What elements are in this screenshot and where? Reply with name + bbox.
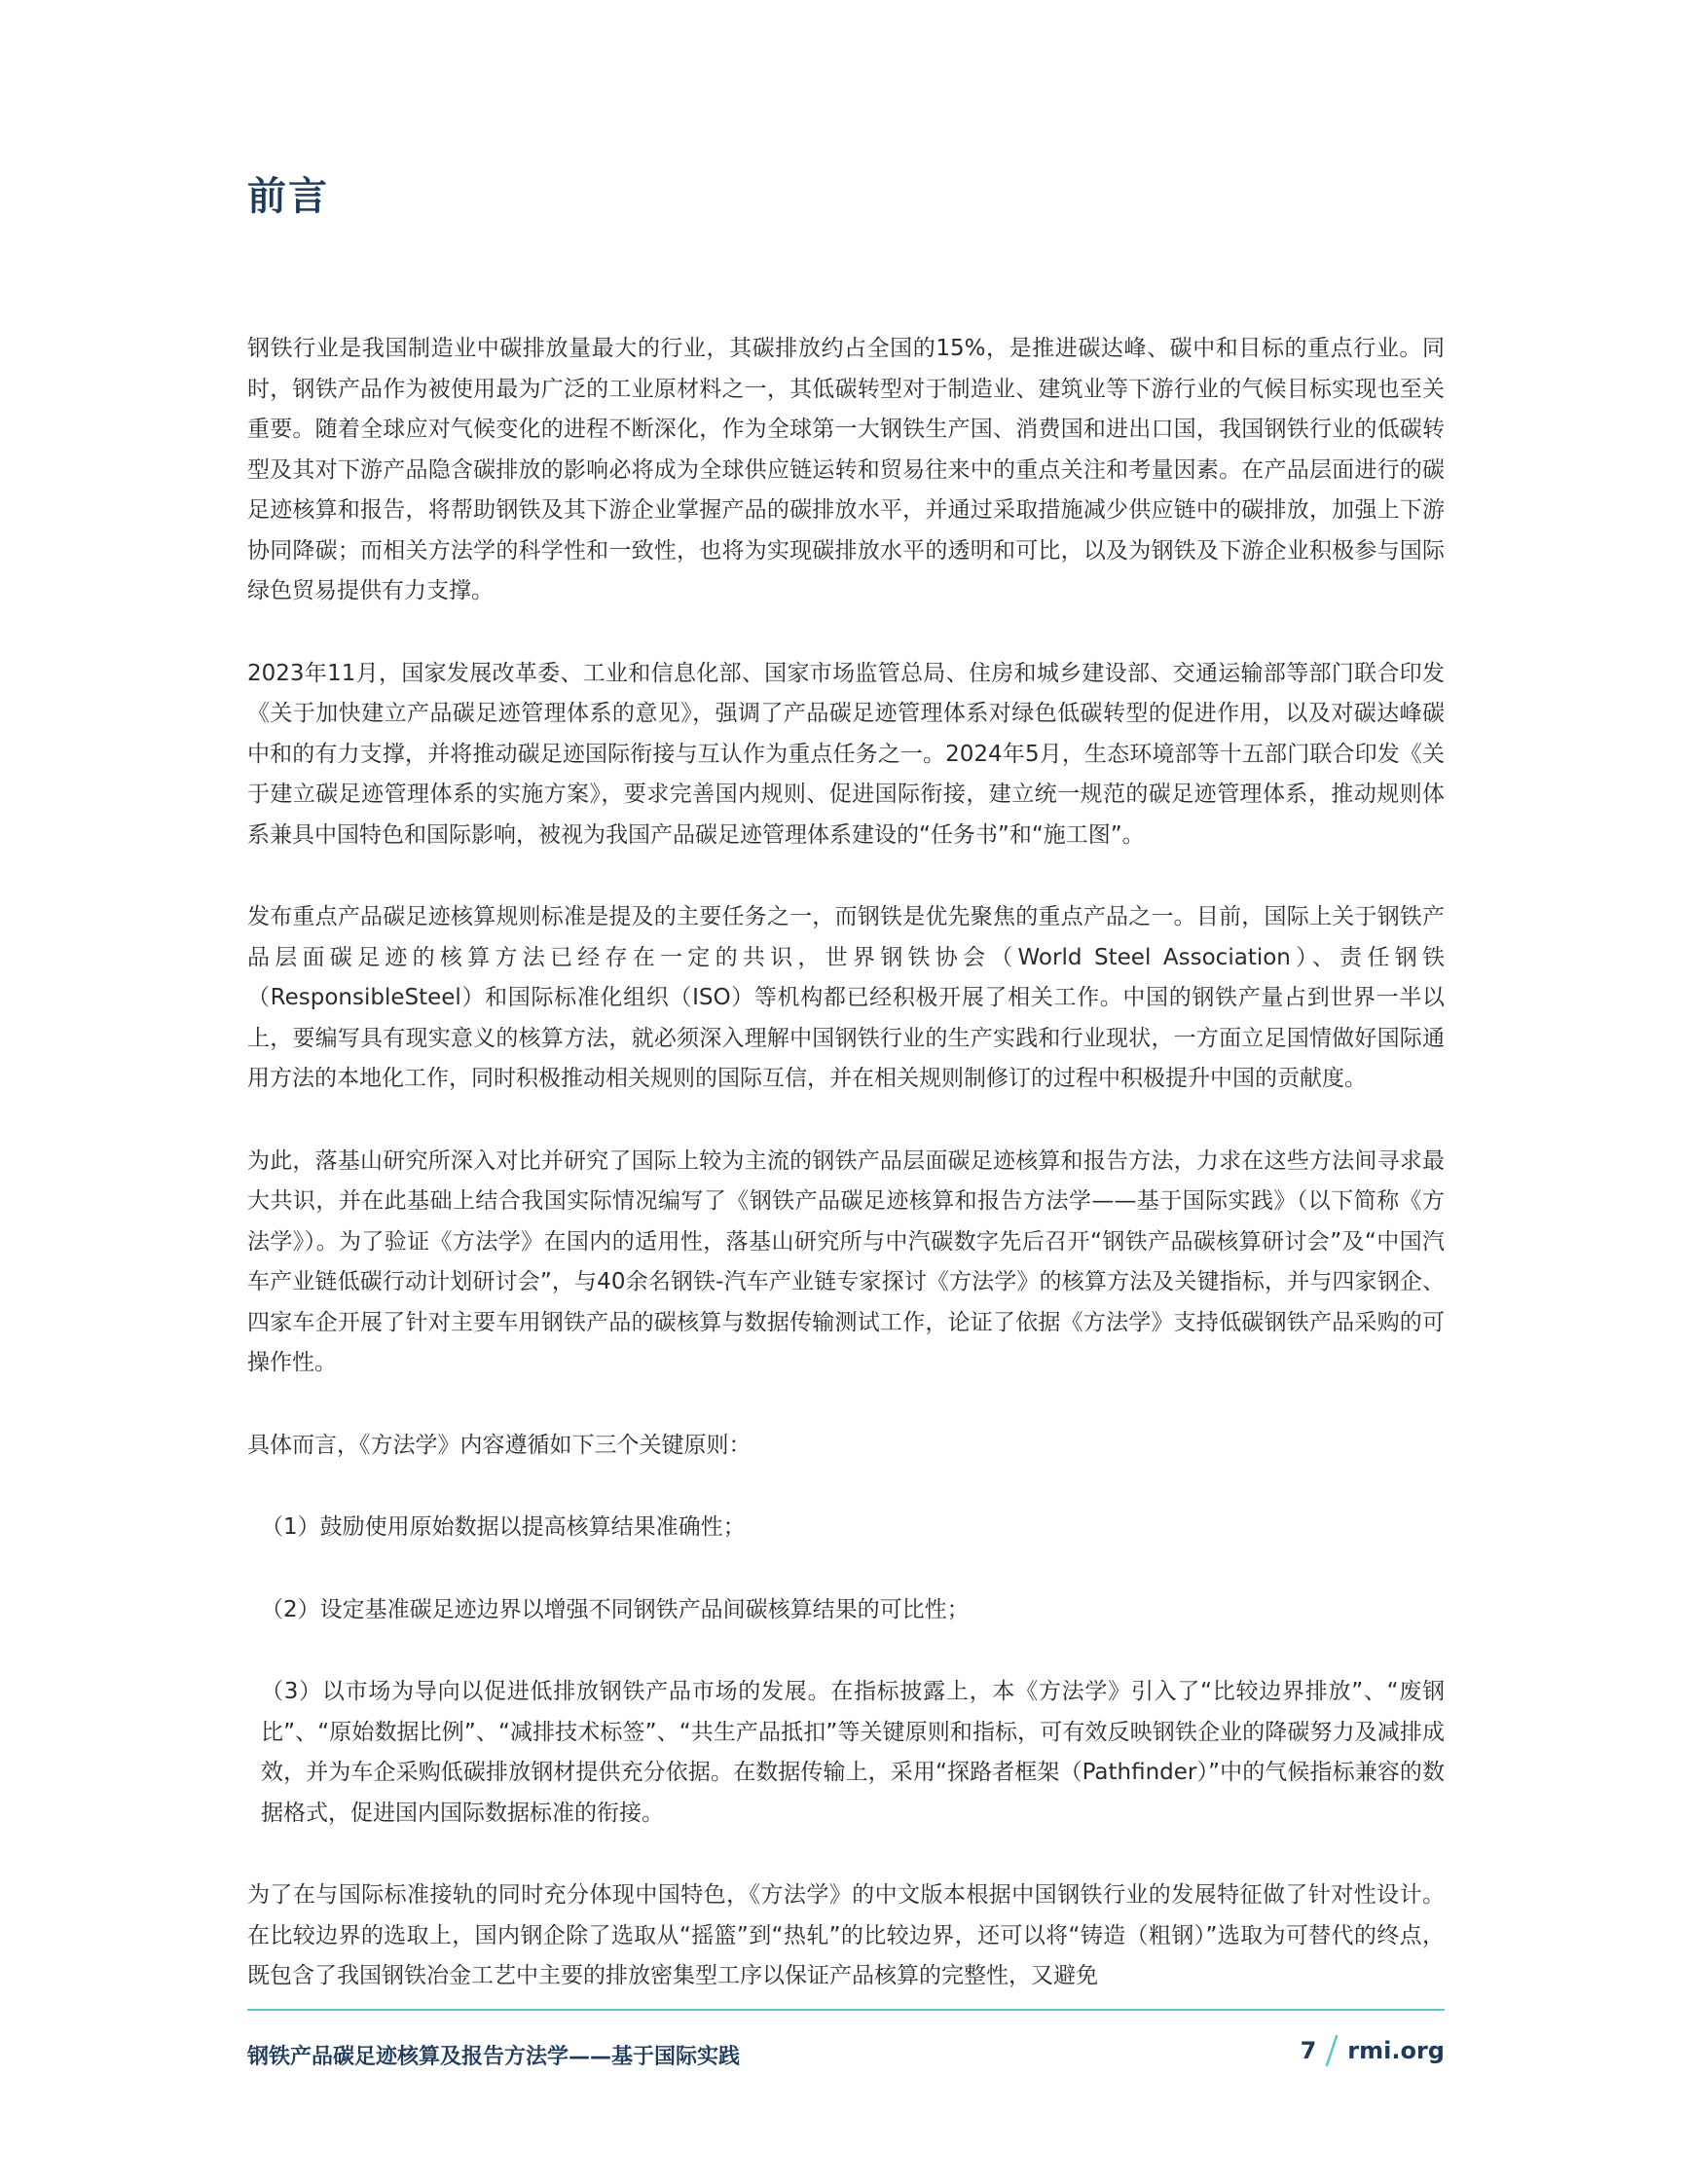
paragraph-china-design: 为了在与国际标准接轨的同时充分体现中国特色，《方法学》的中文版本根据中国钢铁行业的发展特征做了针对性设计。在比较边界的选取上，国内钢企除了选取从“摇篮”到“热轧”的比较边界，还可以将“铸造（粗钢）”选取为可替代的终点，既包含了我国钢铁冶金工艺中主要的排放密集型工序以保证产品核算的完整性，又避免	[247, 1882, 1445, 1988]
slash-icon	[1322, 2034, 1341, 2067]
site-link[interactable]: rmi.org	[1347, 2037, 1445, 2064]
principle-item-1: （1）鼓励使用原始数据以提高核算结果准确性；	[261, 1514, 746, 1540]
principle-item-2: （2）设定基准碳足迹边界以增强不同钢铁产品间碳核算结果的可比性；	[261, 1596, 970, 1622]
paragraph-standards: 发布重点产品碳足迹核算规则标准是提及的主要任务之一，而钢铁是优先聚焦的重点产品之一。目前，国际上关于钢铁产品层面碳足迹的核算方法已经存在一定的共识，世界钢铁协会（World Steel Association）、责任钢铁（ResponsibleSteel）和国际标准化组织（ISO）等机构都已经积极开展了相关工作。中国的钢铁产量占到世界一半以上，要编写具有现实意义的核算方法，就必须深入理解中国钢铁行业的生产实践和行业现状，一方面立足国情做好国际通用方法的本地化工作，同时积极推动相关规则的国际互信，并在相关规则制修订的过程中积极提升中国的贡献度。	[247, 904, 1445, 1091]
page-number: 7	[1300, 2037, 1317, 2064]
paragraph-policy: 2023年11月，国家发展改革委、工业和信息化部、国家市场监管总局、住房和城乡建设部、交通运输部等部门联合印发《关于加快建立产品碳足迹管理体系的意见》，强调了产品碳足迹管理体系对绿色低碳转型的促进作用，以及对碳达峰碳中和的有力支撑，并将推动碳足迹国际衔接与互认作为重点任务之一。2024年5月，生态环境部等十五部门联合印发《关于建立碳足迹管理体系的实施方案》，要求完善国内规则、促进国际衔接，建立统一规范的碳足迹管理体系，推动规则体系兼具中国特色和国际影响，被视为我国产品碳足迹管理体系建设的“任务书”和“施工图”。	[247, 660, 1445, 848]
paragraph-principles-intro: 具体而言，《方法学》内容遵循如下三个关键原则：	[247, 1432, 752, 1458]
paragraph-rmi-research: 为此，落基山研究所深入对比并研究了国际上较为主流的钢铁产品层面碳足迹核算和报告方法，力求在这些方法间寻求最大共识，并在此基础上结合我国实际情况编写了《钢铁产品碳足迹核算和报告方法学——基于国际实践》（以下简称《方法学》）。为了验证《方法学》在国内的适用性，落基山研究所与中汽碳数字先后召开“钢铁产品碳核算研讨会”及“中国汽车产业链低碳行动计划研讨会”，与40余名钢铁-汽车产业链专家探讨《方法学》的核算方法及关键指标，并与四家钢企、四家车企开展了针对主要车用钢铁产品的碳核算与数据传输测试工作，论证了依据《方法学》支持低碳钢铁产品采购的可操作性。	[247, 1147, 1445, 1375]
footer-divider	[247, 2009, 1445, 2011]
paragraph-intro: 钢铁行业是我国制造业中碳排放量最大的行业，其碳排放约占全国的15%，是推进碳达峰、碳中和目标的重点行业。同时，钢铁产品作为被使用最为广泛的工业原材料之一，其低碳转型对于制造业、建筑业等下游行业的气候目标实现也至关重要。随着全球应对气候变化的进程不断深化，作为全球第一大钢铁生产国、消费国和进出口国，我国钢铁行业的低碳转型及其对下游产品隐含碳排放的影响必将成为全球供应链运转和贸易往来中的重点关注和考量因素。在产品层面进行的碳足迹核算和报告，将帮助钢铁及其下游企业掌握产品的碳排放水平，并通过采取措施减少供应链中的碳排放，加强上下游协同降碳；而相关方法学的科学性和一致性，也将为实现碳排放水平的透明和可比，以及为钢铁及下游企业积极参与国际绿色贸易提供有力支撑。	[247, 336, 1445, 603]
page-title: 前言	[247, 174, 329, 219]
footer-page-info	[1301, 2034, 1445, 2067]
principle-item-3: （3）以市场为导向以促进低排放钢铁产品市场的发展。在指标披露上，本《方法学》引入了“比较边界排放”、“废钢比”、“原始数据比例”、“减排技术标签”、“共生产品抵扣”等关键原则和指标，可有效反映钢铁企业的降碳努力及减排成效，并为车企采购低碳排放钢材提供充分依据。在数据传输上，采用“探路者框架（Pathfinder）”中的气候指标兼容的数据格式，促进国内国际数据标准的衔接。	[261, 1679, 1445, 1826]
body-text	[247, 329, 1445, 2039]
footer-document-title: 钢铁产品碳足迹核算及报告方法学——基于国际实践	[247, 2045, 741, 2069]
